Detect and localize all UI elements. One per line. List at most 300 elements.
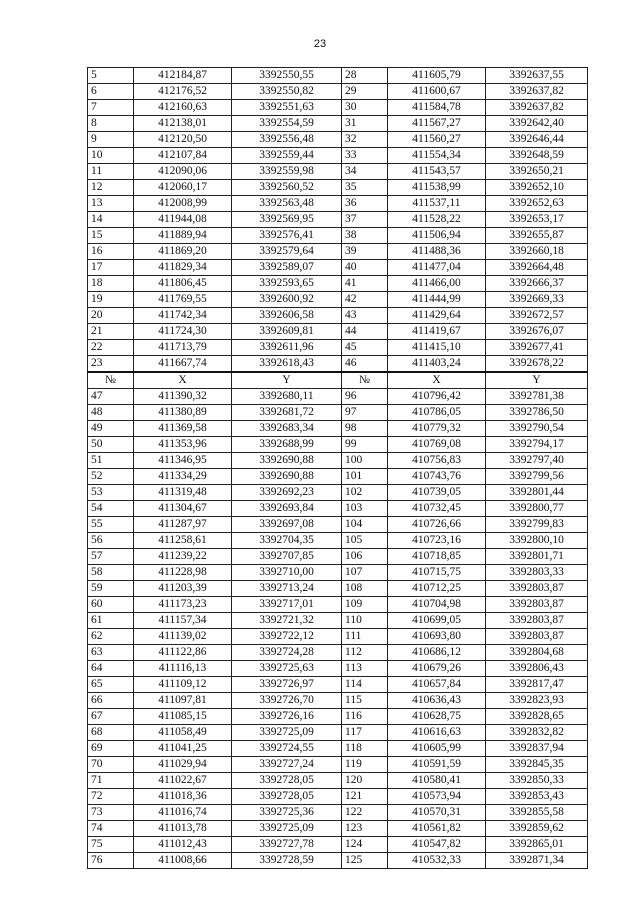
y-coordinate-cell: 3392609,81 [232,324,342,340]
table-row [88,389,588,405]
y-coordinate-cell: 3392579,64 [232,244,342,260]
y-coordinate-cell: 3392727,24 [232,757,342,773]
y-coordinate-cell: 3392832,82 [486,725,588,741]
y-coordinate-cell: 3392726,70 [232,693,342,709]
x-coordinate-cell: 411889,94 [134,228,232,244]
point-number-cell: 28 [342,68,388,84]
y-coordinate-cell: 3392556,48 [232,132,342,148]
point-number-cell: 6 [88,84,134,100]
y-coordinate-cell: 3392803,87 [486,613,588,629]
x-coordinate-cell: 410715,75 [388,565,486,581]
y-coordinate-cell: 3392576,41 [232,228,342,244]
point-number-cell: 60 [88,597,134,613]
table-row [88,757,588,773]
table-row [88,421,588,437]
table-row [88,501,588,517]
point-number-cell: 66 [88,693,134,709]
y-coordinate-cell: 3392806,43 [486,661,588,677]
point-number-cell: 62 [88,629,134,645]
y-coordinate-cell: 3392803,87 [486,629,588,645]
x-coordinate-cell: 411203,39 [134,581,232,597]
x-coordinate-cell: 411228,98 [134,565,232,581]
point-number-cell: 61 [88,613,134,629]
x-coordinate-cell: 411157,34 [134,613,232,629]
table-row [88,356,588,373]
y-coordinate-cell: 3392676,07 [486,324,588,340]
point-number-cell: 117 [342,725,388,741]
point-number-cell: 34 [342,164,388,180]
x-coordinate-cell: 411008,66 [134,853,232,869]
y-coordinate-cell: 3392683,34 [232,421,342,437]
point-number-cell: 125 [342,853,388,869]
x-coordinate-cell: 411353,96 [134,437,232,453]
y-coordinate-cell: 3392563,48 [232,196,342,212]
x-coordinate-cell: 411334,29 [134,469,232,485]
x-coordinate-cell: 410561,82 [388,821,486,837]
y-coordinate-cell: 3392710,00 [232,565,342,581]
y-coordinate-cell: 3392692,23 [232,485,342,501]
y-coordinate-cell: 3392850,33 [486,773,588,789]
point-number-cell: 45 [342,340,388,356]
y-coordinate-cell: 3392801,44 [486,485,588,501]
x-coordinate-cell: 411319,48 [134,485,232,501]
y-coordinate-cell: 3392637,82 [486,100,588,116]
x-coordinate-cell: 410699,05 [388,613,486,629]
table-row [88,773,588,789]
point-number-cell: 114 [342,677,388,693]
x-coordinate-cell: 410723,16 [388,533,486,549]
x-coordinate-cell: 410779,32 [388,421,486,437]
point-number-cell: 9 [88,132,134,148]
x-coordinate-cell: 411258,61 [134,533,232,549]
point-number-cell: 64 [88,661,134,677]
point-number-cell: 72 [88,789,134,805]
point-number-cell: 32 [342,132,388,148]
y-coordinate-cell: 3392724,28 [232,645,342,661]
y-coordinate-cell: 3392871,34 [486,853,588,869]
x-coordinate-cell: 411390,32 [134,389,232,405]
y-coordinate-cell: 3392550,82 [232,84,342,100]
table-row [88,68,588,84]
point-number-cell: 8 [88,116,134,132]
point-number-cell: 44 [342,324,388,340]
y-coordinate-cell: 3392828,65 [486,709,588,725]
x-coordinate-cell: 412107,84 [134,148,232,164]
x-coordinate-cell: 410591,59 [388,757,486,773]
table-row [88,324,588,340]
y-coordinate-cell: 3392697,08 [232,517,342,533]
x-coordinate-cell: 410679,26 [388,661,486,677]
y-coordinate-cell: 3392859,62 [486,821,588,837]
point-number-cell: 16 [88,244,134,260]
x-coordinate-cell: 411724,30 [134,324,232,340]
y-coordinate-cell: 3392845,35 [486,757,588,773]
y-coordinate-cell: 3392589,07 [232,260,342,276]
table-row [88,581,588,597]
x-coordinate-cell: 410580,41 [388,773,486,789]
point-number-cell: 15 [88,228,134,244]
x-coordinate-cell: 410796,42 [388,389,486,405]
point-number-cell: 103 [342,501,388,517]
point-number-cell: 112 [342,645,388,661]
point-number-cell: 20 [88,308,134,324]
y-header: Y [232,372,342,389]
table-row [88,597,588,613]
x-coordinate-cell: 411139,02 [134,629,232,645]
y-coordinate-cell: 3392725,63 [232,661,342,677]
point-number-cell: 70 [88,757,134,773]
x-coordinate-cell: 411018,36 [134,789,232,805]
point-number-cell: 74 [88,821,134,837]
y-coordinate-cell: 3392728,05 [232,773,342,789]
y-coordinate-cell: 3392724,55 [232,741,342,757]
table-header-row [88,372,588,389]
x-coordinate-cell: 410743,76 [388,469,486,485]
point-number-cell: 48 [88,405,134,421]
y-coordinate-cell: 3392799,83 [486,517,588,533]
x-coordinate-cell: 411013,78 [134,821,232,837]
y-coordinate-cell: 3392655,87 [486,228,588,244]
point-number-cell: 37 [342,212,388,228]
point-number-cell: 30 [342,100,388,116]
point-number-cell: 46 [342,356,388,373]
y-coordinate-cell: 3392725,09 [232,821,342,837]
point-number-cell: 71 [88,773,134,789]
point-number-cell: 11 [88,164,134,180]
point-number-cell: 122 [342,805,388,821]
table-row [88,437,588,453]
table-row [88,661,588,677]
x-coordinate-cell: 411369,58 [134,421,232,437]
table-row [88,100,588,116]
page-number: 23 [313,38,327,50]
y-coordinate-cell: 3392728,05 [232,789,342,805]
point-number-cell: 47 [88,389,134,405]
x-coordinate-cell: 410739,05 [388,485,486,501]
y-coordinate-cell: 3392804,68 [486,645,588,661]
number-header: № [342,372,388,389]
table-row [88,709,588,725]
point-number-cell: 51 [88,453,134,469]
point-number-cell: 55 [88,517,134,533]
point-number-cell: 38 [342,228,388,244]
y-coordinate-cell: 3392803,33 [486,565,588,581]
table-row [88,469,588,485]
y-coordinate-cell: 3392569,95 [232,212,342,228]
x-coordinate-cell: 411769,55 [134,292,232,308]
x-coordinate-cell: 411403,24 [388,356,486,373]
x-coordinate-cell: 411477,04 [388,260,486,276]
x-coordinate-cell: 411543,57 [388,164,486,180]
x-coordinate-cell: 411419,67 [388,324,486,340]
point-number-cell: 118 [342,741,388,757]
point-number-cell: 73 [88,805,134,821]
x-coordinate-cell: 411429,64 [388,308,486,324]
y-coordinate-cell: 3392637,82 [486,84,588,100]
point-number-cell: 100 [342,453,388,469]
y-coordinate-cell: 3392593,65 [232,276,342,292]
y-coordinate-cell: 3392652,63 [486,196,588,212]
y-coordinate-cell: 3392799,56 [486,469,588,485]
point-number-cell: 119 [342,757,388,773]
point-number-cell: 96 [342,389,388,405]
y-coordinate-cell: 3392559,44 [232,148,342,164]
y-coordinate-cell: 3392726,97 [232,677,342,693]
point-number-cell: 108 [342,581,388,597]
x-coordinate-cell: 411605,79 [388,68,486,84]
x-coordinate-cell: 410573,94 [388,789,486,805]
x-coordinate-cell: 410704,98 [388,597,486,613]
table-row [88,196,588,212]
y-coordinate-cell: 3392725,36 [232,805,342,821]
y-coordinate-cell: 3392781,38 [486,389,588,405]
point-number-cell: 7 [88,100,134,116]
table-row [88,693,588,709]
x-coordinate-cell: 410616,63 [388,725,486,741]
y-coordinate-cell: 3392800,10 [486,533,588,549]
point-number-cell: 98 [342,421,388,437]
x-coordinate-cell: 411109,12 [134,677,232,693]
y-coordinate-cell: 3392611,96 [232,340,342,356]
y-coordinate-cell: 3392707,85 [232,549,342,565]
table-row [88,821,588,837]
x-coordinate-cell: 411029,94 [134,757,232,773]
point-number-cell: 102 [342,485,388,501]
x-coordinate-cell: 411506,94 [388,228,486,244]
point-number-cell: 120 [342,773,388,789]
point-number-cell: 39 [342,244,388,260]
y-header: Y [486,372,588,389]
x-coordinate-cell: 411380,89 [134,405,232,421]
point-number-cell: 63 [88,645,134,661]
point-number-cell: 97 [342,405,388,421]
x-coordinate-cell: 411346,95 [134,453,232,469]
x-coordinate-cell: 412090,06 [134,164,232,180]
y-coordinate-cell: 3392728,59 [232,853,342,869]
y-coordinate-cell: 3392650,21 [486,164,588,180]
point-number-cell: 31 [342,116,388,132]
x-coordinate-cell: 410570,31 [388,805,486,821]
x-coordinate-cell: 411584,78 [388,100,486,116]
point-number-cell: 121 [342,789,388,805]
x-coordinate-cell: 411022,67 [134,773,232,789]
table-row [88,789,588,805]
x-coordinate-cell: 411742,34 [134,308,232,324]
point-number-cell: 35 [342,180,388,196]
point-number-cell: 54 [88,501,134,517]
point-number-cell: 5 [88,68,134,84]
table-row [88,725,588,741]
table-row [88,405,588,421]
y-coordinate-cell: 3392664,48 [486,260,588,276]
table-row [88,805,588,821]
x-coordinate-cell: 411097,81 [134,693,232,709]
y-coordinate-cell: 3392803,87 [486,581,588,597]
y-coordinate-cell: 3392794,17 [486,437,588,453]
table-row [88,533,588,549]
point-number-cell: 10 [88,148,134,164]
y-coordinate-cell: 3392725,09 [232,725,342,741]
x-coordinate-cell: 412120,50 [134,132,232,148]
y-coordinate-cell: 3392803,87 [486,597,588,613]
coordinates-table [87,67,588,869]
table-row [88,132,588,148]
x-coordinate-cell: 411466,00 [388,276,486,292]
table-row [88,741,588,757]
x-coordinate-cell: 411869,20 [134,244,232,260]
x-coordinate-cell: 410732,45 [388,501,486,517]
point-number-cell: 18 [88,276,134,292]
x-coordinate-cell: 410712,25 [388,581,486,597]
table-row [88,645,588,661]
y-coordinate-cell: 3392600,92 [232,292,342,308]
table-row [88,629,588,645]
y-coordinate-cell: 3392648,59 [486,148,588,164]
x-coordinate-cell: 412008,99 [134,196,232,212]
x-coordinate-cell: 411667,74 [134,356,232,373]
point-number-cell: 105 [342,533,388,549]
y-coordinate-cell: 3392726,16 [232,709,342,725]
x-coordinate-cell: 412160,63 [134,100,232,116]
y-coordinate-cell: 3392678,22 [486,356,588,373]
y-coordinate-cell: 3392690,88 [232,453,342,469]
point-number-cell: 106 [342,549,388,565]
point-number-cell: 21 [88,324,134,340]
table-row [88,485,588,501]
point-number-cell: 14 [88,212,134,228]
x-coordinate-cell: 411415,10 [388,340,486,356]
table-row [88,677,588,693]
x-coordinate-cell: 410605,99 [388,741,486,757]
x-coordinate-cell: 412060,17 [134,180,232,196]
point-number-cell: 29 [342,84,388,100]
x-coordinate-cell: 411537,11 [388,196,486,212]
table-row [88,228,588,244]
y-coordinate-cell: 3392797,40 [486,453,588,469]
y-coordinate-cell: 3392801,71 [486,549,588,565]
table-row [88,244,588,260]
x-coordinate-cell: 411944,08 [134,212,232,228]
point-number-cell: 101 [342,469,388,485]
y-coordinate-cell: 3392550,55 [232,68,342,84]
x-coordinate-cell: 410693,80 [388,629,486,645]
point-number-cell: 19 [88,292,134,308]
y-coordinate-cell: 3392688,99 [232,437,342,453]
table-row [88,292,588,308]
x-coordinate-cell: 410769,08 [388,437,486,453]
y-coordinate-cell: 3392721,32 [232,613,342,629]
y-coordinate-cell: 3392559,98 [232,164,342,180]
y-coordinate-cell: 3392637,55 [486,68,588,84]
x-coordinate-cell: 410547,82 [388,837,486,853]
table-row [88,148,588,164]
x-coordinate-cell: 411085,15 [134,709,232,725]
point-number-cell: 36 [342,196,388,212]
y-coordinate-cell: 3392853,43 [486,789,588,805]
table-row [88,517,588,533]
y-coordinate-cell: 3392704,35 [232,533,342,549]
table-row [88,853,588,869]
point-number-cell: 52 [88,469,134,485]
x-coordinate-cell: 411538,99 [388,180,486,196]
point-number-cell: 59 [88,581,134,597]
point-number-cell: 124 [342,837,388,853]
table-row [88,116,588,132]
point-number-cell: 123 [342,821,388,837]
x-coordinate-cell: 410726,66 [388,517,486,533]
y-coordinate-cell: 3392800,77 [486,501,588,517]
x-coordinate-cell: 411560,27 [388,132,486,148]
x-coordinate-cell: 411287,97 [134,517,232,533]
point-number-cell: 109 [342,597,388,613]
x-coordinate-cell: 411567,27 [388,116,486,132]
x-coordinate-cell: 411488,36 [388,244,486,260]
x-coordinate-cell: 410657,84 [388,677,486,693]
x-coordinate-cell: 411016,74 [134,805,232,821]
x-coordinate-cell: 411012,43 [134,837,232,853]
table-row [88,84,588,100]
point-number-cell: 104 [342,517,388,533]
x-coordinate-cell: 411116,13 [134,661,232,677]
x-coordinate-cell: 411829,34 [134,260,232,276]
y-coordinate-cell: 3392837,94 [486,741,588,757]
x-coordinate-cell: 411304,67 [134,501,232,517]
y-coordinate-cell: 3392642,40 [486,116,588,132]
table-row [88,308,588,324]
y-coordinate-cell: 3392606,58 [232,308,342,324]
point-number-cell: 68 [88,725,134,741]
y-coordinate-cell: 3392666,37 [486,276,588,292]
point-number-cell: 43 [342,308,388,324]
y-coordinate-cell: 3392681,72 [232,405,342,421]
y-coordinate-cell: 3392722,12 [232,629,342,645]
x-coordinate-cell: 410532,33 [388,853,486,869]
x-coordinate-cell: 412184,87 [134,68,232,84]
x-coordinate-cell: 410786,05 [388,405,486,421]
table-row [88,453,588,469]
x-coordinate-cell: 411713,79 [134,340,232,356]
y-coordinate-cell: 3392713,24 [232,581,342,597]
y-coordinate-cell: 3392865,01 [486,837,588,853]
number-header: № [88,372,134,389]
y-coordinate-cell: 3392677,41 [486,340,588,356]
table-row [88,565,588,581]
x-header: X [388,372,486,389]
point-number-cell: 111 [342,629,388,645]
y-coordinate-cell: 3392786,50 [486,405,588,421]
point-number-cell: 42 [342,292,388,308]
y-coordinate-cell: 3392618,43 [232,356,342,373]
y-coordinate-cell: 3392717,01 [232,597,342,613]
point-number-cell: 69 [88,741,134,757]
point-number-cell: 41 [342,276,388,292]
x-coordinate-cell: 411239,22 [134,549,232,565]
y-coordinate-cell: 3392693,84 [232,501,342,517]
point-number-cell: 57 [88,549,134,565]
table-row [88,340,588,356]
point-number-cell: 17 [88,260,134,276]
table-row [88,549,588,565]
y-coordinate-cell: 3392660,18 [486,244,588,260]
point-number-cell: 33 [342,148,388,164]
y-coordinate-cell: 3392690,88 [232,469,342,485]
x-coordinate-cell: 411600,67 [388,84,486,100]
point-number-cell: 110 [342,613,388,629]
point-number-cell: 53 [88,485,134,501]
y-coordinate-cell: 3392817,47 [486,677,588,693]
point-number-cell: 115 [342,693,388,709]
point-number-cell: 23 [88,356,134,373]
